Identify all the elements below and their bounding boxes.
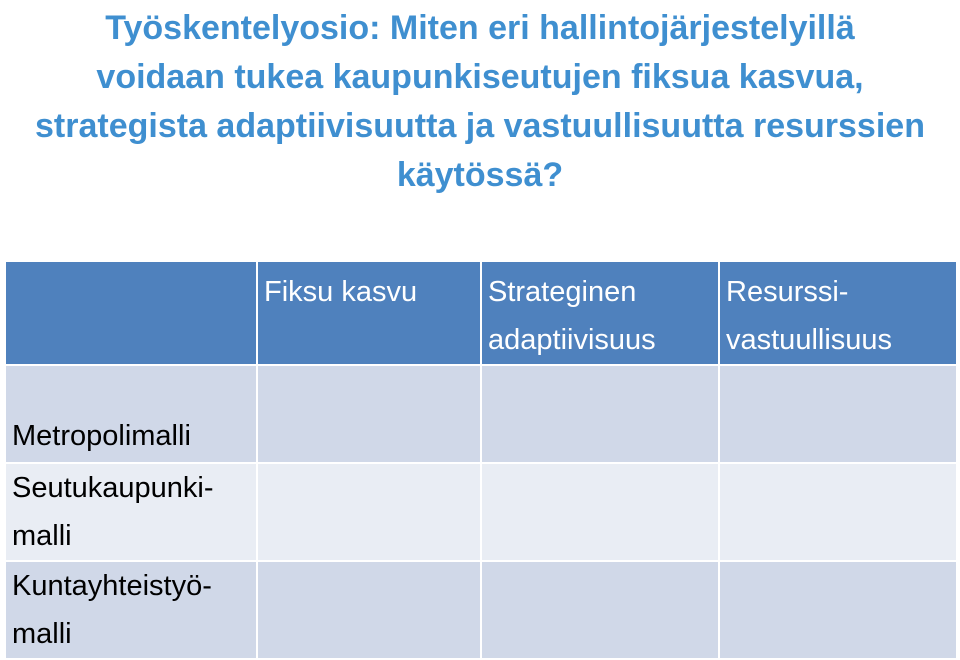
table-cell	[257, 463, 481, 561]
table-cell	[481, 463, 719, 561]
title-line: strategista adaptiivisuutta ja vastuullisuutta resurssien	[35, 107, 925, 145]
row-label-line: malli	[12, 520, 72, 552]
header-strateginen-adaptiivisuus	[481, 261, 719, 365]
table-cell	[481, 365, 719, 463]
row-label-line: Kuntayhteistyö-	[12, 570, 212, 602]
table-row-kuntayhteistyomalli	[5, 561, 957, 659]
row-label-line: Seutukaupunki-	[12, 472, 214, 504]
table-cell	[257, 561, 481, 659]
header-fiksu-kasvu	[257, 261, 481, 365]
header-resurssivastuullisuus	[719, 261, 957, 365]
table-cell	[481, 561, 719, 659]
row-label-metropolimalli	[5, 365, 257, 463]
row-label-line: Metropolimalli	[12, 420, 191, 452]
table-cell	[719, 561, 957, 659]
table-row-seutukaupunkimalli	[5, 463, 957, 561]
table-cell	[719, 365, 957, 463]
title-line: Työskentelyosio: Miten eri hallintojärjestelyillä	[105, 9, 855, 47]
row-label-line: malli	[12, 618, 72, 650]
comparison-table	[4, 260, 958, 660]
row-label-kuntayhteistyomalli	[5, 561, 257, 659]
table-cell	[719, 463, 957, 561]
header-label-line: Resurssi-	[726, 276, 849, 308]
table-cell	[257, 365, 481, 463]
header-label-line: vastuullisuus	[726, 324, 893, 356]
header-label-line: Fiksu kasvu	[264, 276, 418, 308]
header-label-line: adaptiivisuus	[488, 324, 656, 356]
title-line: käytössä?	[396, 156, 564, 194]
title-line: voidaan tukea kaupunkiseutujen fiksua kasvua,	[96, 58, 864, 96]
row-label-seutukaupunkimalli	[5, 463, 257, 561]
header-corner-cell	[5, 261, 257, 365]
slide-title	[0, 4, 960, 200]
header-label-line: Strateginen	[488, 276, 637, 308]
table-row-metropolimalli	[5, 365, 957, 463]
header-row	[5, 261, 957, 365]
